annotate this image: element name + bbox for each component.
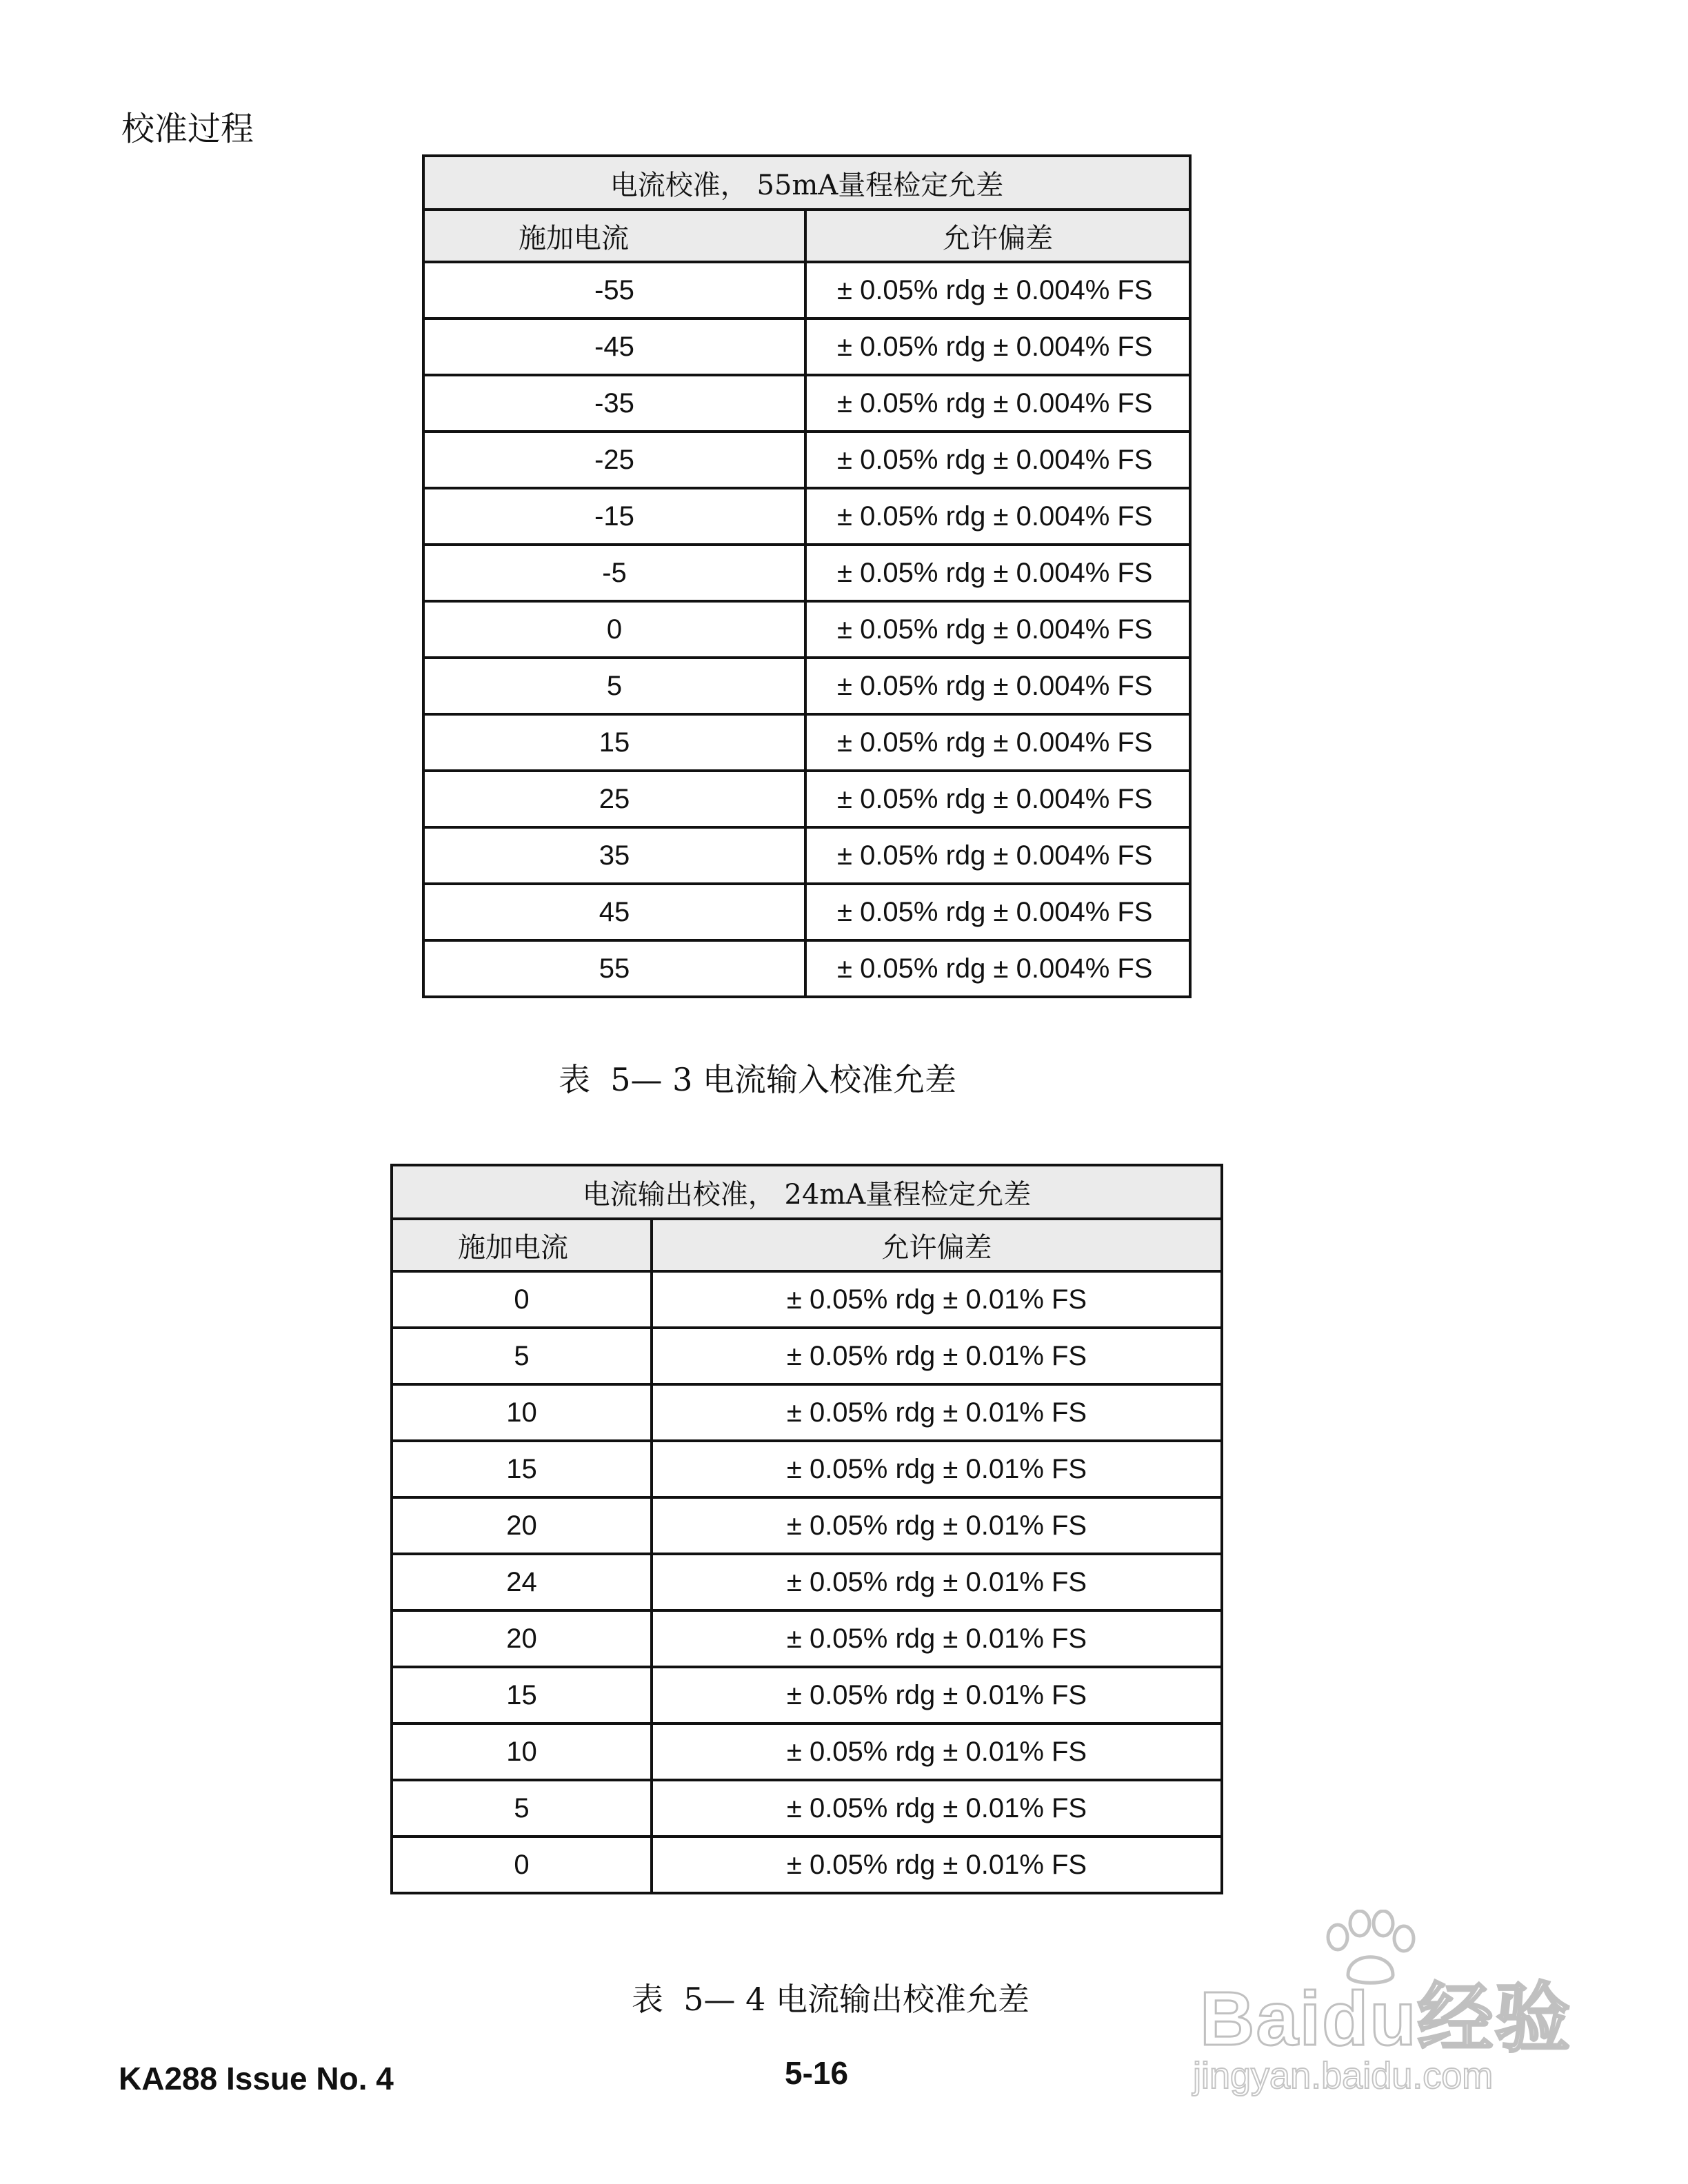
current-output-calibration-table	[390, 1164, 1223, 1894]
table-row	[423, 884, 1190, 940]
table-row	[423, 545, 1190, 601]
table-row	[423, 658, 1190, 714]
column-header-applied-current: 施加电流	[423, 210, 805, 262]
watermark-url: jingyan.baidu.com	[1193, 2055, 1494, 2096]
table-row	[392, 1384, 1222, 1441]
applied-current-cell: 20	[392, 1497, 652, 1554]
allowed-deviation-cell: ± 0.05% rdg ± 0.01% FS	[652, 1328, 1222, 1384]
allowed-deviation-cell: ± 0.05% rdg ± 0.004% FS	[805, 771, 1190, 827]
table-row	[392, 1610, 1222, 1667]
applied-current-cell: 10	[392, 1384, 652, 1441]
table-row	[423, 827, 1190, 884]
applied-current-cell: -35	[423, 375, 805, 432]
applied-current-cell: 0	[392, 1271, 652, 1328]
watermark-logo: Baidu经验	[1200, 1976, 1572, 2061]
table-title: 电流校准， 55mA量程检定允差	[423, 156, 1190, 210]
table-row	[423, 601, 1190, 658]
allowed-deviation-cell: ± 0.05% rdg ± 0.004% FS	[805, 375, 1190, 432]
table-row	[392, 1441, 1222, 1497]
table-row	[423, 318, 1190, 375]
allowed-deviation-cell: ± 0.05% rdg ± 0.004% FS	[805, 940, 1190, 997]
applied-current-cell: 5	[392, 1328, 652, 1384]
table-row	[423, 940, 1190, 997]
allowed-deviation-cell: ± 0.05% rdg ± 0.004% FS	[805, 318, 1190, 375]
allowed-deviation-cell: ± 0.05% rdg ± 0.01% FS	[652, 1271, 1222, 1328]
section-heading: 校准过程	[121, 110, 254, 148]
table-row	[392, 1723, 1222, 1780]
applied-current-cell: -5	[423, 545, 805, 601]
applied-current-cell: 5	[423, 658, 805, 714]
table-row	[392, 1837, 1222, 1893]
table-row	[423, 488, 1190, 545]
allowed-deviation-cell: ± 0.05% rdg ± 0.01% FS	[652, 1837, 1222, 1893]
applied-current-cell: 15	[423, 714, 805, 771]
allowed-deviation-cell: ± 0.05% rdg ± 0.01% FS	[652, 1723, 1222, 1780]
applied-current-cell: 5	[392, 1780, 652, 1837]
applied-current-cell: 0	[423, 601, 805, 658]
table-row	[392, 1497, 1222, 1554]
allowed-deviation-cell: ± 0.05% rdg ± 0.004% FS	[805, 432, 1190, 488]
table-row	[392, 1271, 1222, 1328]
allowed-deviation-cell: ± 0.05% rdg ± 0.004% FS	[805, 545, 1190, 601]
applied-current-cell: 25	[423, 771, 805, 827]
table-title: 电流输出校准， 24mA量程检定允差	[392, 1165, 1222, 1219]
current-input-calibration-table	[422, 154, 1192, 998]
page-number: 5-16	[785, 2055, 849, 2091]
allowed-deviation-cell: ± 0.05% rdg ± 0.01% FS	[652, 1667, 1222, 1723]
table-row	[423, 714, 1190, 771]
allowed-deviation-cell: ± 0.05% rdg ± 0.004% FS	[805, 488, 1190, 545]
applied-current-cell: 10	[392, 1723, 652, 1780]
baidu-watermark	[1186, 1910, 1572, 2103]
table-row	[392, 1328, 1222, 1384]
allowed-deviation-cell: ± 0.05% rdg ± 0.01% FS	[652, 1497, 1222, 1554]
table-row	[392, 1667, 1222, 1723]
document-id: KA288 Issue No. 4	[119, 2061, 394, 2096]
table-row	[423, 375, 1190, 432]
allowed-deviation-cell: ± 0.05% rdg ± 0.01% FS	[652, 1610, 1222, 1667]
allowed-deviation-cell: ± 0.05% rdg ± 0.004% FS	[805, 658, 1190, 714]
table-row	[392, 1554, 1222, 1610]
applied-current-cell: 35	[423, 827, 805, 884]
table-row	[423, 432, 1190, 488]
applied-current-cell: -55	[423, 262, 805, 318]
allowed-deviation-cell: ± 0.05% rdg ± 0.01% FS	[652, 1780, 1222, 1837]
allowed-deviation-cell: ± 0.05% rdg ± 0.004% FS	[805, 262, 1190, 318]
allowed-deviation-cell: ± 0.05% rdg ± 0.01% FS	[652, 1384, 1222, 1441]
allowed-deviation-cell: ± 0.05% rdg ± 0.004% FS	[805, 884, 1190, 940]
column-header-allowed-deviation: 允许偏差	[652, 1219, 1222, 1271]
allowed-deviation-cell: ± 0.05% rdg ± 0.004% FS	[805, 601, 1190, 658]
table-row	[423, 262, 1190, 318]
column-header-applied-current: 施加电流	[392, 1219, 652, 1271]
applied-current-cell: 20	[392, 1610, 652, 1667]
applied-current-cell: -45	[423, 318, 805, 375]
applied-current-cell: 55	[423, 940, 805, 997]
allowed-deviation-cell: ± 0.05% rdg ± 0.004% FS	[805, 714, 1190, 771]
table-row	[392, 1780, 1222, 1837]
applied-current-cell: 15	[392, 1667, 652, 1723]
applied-current-cell: 45	[423, 884, 805, 940]
allowed-deviation-cell: ± 0.05% rdg ± 0.004% FS	[805, 827, 1190, 884]
column-header-allowed-deviation: 允许偏差	[805, 210, 1190, 262]
applied-current-cell: -15	[423, 488, 805, 545]
allowed-deviation-cell: ± 0.05% rdg ± 0.01% FS	[652, 1441, 1222, 1497]
table-caption: 表 5— 3 电流输入校准允差	[559, 1061, 957, 1098]
table-caption: 表 5— 4 电流输出校准允差	[632, 1981, 1030, 2018]
applied-current-cell: 15	[392, 1441, 652, 1497]
applied-current-cell: -25	[423, 432, 805, 488]
table-row	[423, 771, 1190, 827]
applied-current-cell: 0	[392, 1837, 652, 1893]
allowed-deviation-cell: ± 0.05% rdg ± 0.01% FS	[652, 1554, 1222, 1610]
applied-current-cell: 24	[392, 1554, 652, 1610]
